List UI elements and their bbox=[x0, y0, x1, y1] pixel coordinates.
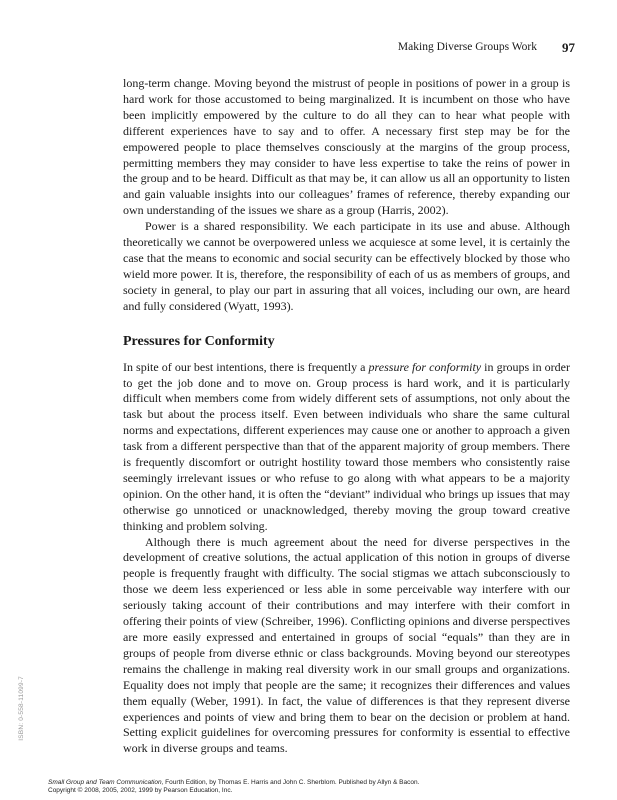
page-header bbox=[0, 40, 617, 56]
isbn-margin-note: ISBN: 0-558-11099-7 bbox=[18, 676, 25, 741]
paragraph-power-shared: Power is a shared responsibility. We each participate in its use and abuse. Although theoretically we cannot be overpowered unless we acquiesce at some level, it is certainly the case that the means to economic and social security can be effectively blocked by those who wield more power. It is, therefore, the responsibility of each of us as members of groups, and society in general, to play our part in assuring that all voices, including our own, are heard and fully considered (Wyatt, 1993). bbox=[123, 219, 570, 313]
text-run: In spite of our best intentions, there is frequently a bbox=[123, 359, 369, 374]
footer-line-1 bbox=[48, 779, 419, 787]
text-run: in groups in order to get the job done and to move on. Group process is hard work, and it is particularly difficult when members come from widely different sets of assumptions, not only about the task but about the process itself. Even between individuals who share the same cultural norms and expectations, different experiences may cause one or another to approach a given task from a different perspective than that of the apparent majority of group members. There is frequently discomfort or outright hostility toward those members who consistently raise seemingly irrelevant issues or who refuse to go along with what appears to be a majority opinion. On the other hand, it is often the “deviant” individual who brings up issues that may otherwise go unnoticed or unacknowledged, thereby moving the group toward creative thinking and problem solving. bbox=[123, 359, 570, 533]
emphasis-term: pressure for conformity bbox=[368, 359, 482, 374]
footer-publication-info: Fourth Edition, by Thomas E. Harris and John C. Sherblom. Published by Allyn & Bacon. bbox=[163, 779, 420, 786]
section-heading: Pressures for Conformity bbox=[123, 333, 275, 349]
page-number: 97 bbox=[562, 40, 575, 55]
footer-book-title: Small Group and Team Communication, bbox=[48, 779, 164, 786]
footer-line-2: Copyright © 2008, 2005, 2002, 1999 by Pearson Education, Inc. bbox=[48, 787, 233, 794]
paragraph-pressure-conformity bbox=[123, 360, 570, 535]
copyright-footer bbox=[48, 779, 419, 795]
main-text bbox=[123, 76, 570, 757]
paragraph-diverse-perspectives: Although there is much agreement about the need for diverse perspectives in the development of creative solutions, the actual application of this notion in groups of diverse people is frequently fraught with difficulty. The social stigmas we attach subconsciously to those we deem less experienced or less able in some perceivable way interfere with our seriously taking account of their contributions and may interfere with their comfort in offering their points of view (Schreiber, 1996). Conflicting opinions and diverse perspectives are more easily expressed and entertained in groups of social “equals” than they are in groups of people from diverse ethnic or class backgrounds. Moving beyond our stereotypes remains the challenge in making real diversity work in our small groups and organizations. Equality does not imply that people are the same; it recognizes their differences and values them equally (Weber, 1991). In fact, the value of differences is that they represent diverse experiences and points of view and bring them to bear on the decision or problem at hand. Setting explicit guidelines for overcoming pressures for conformity is essential to effective work in diverse groups and teams. bbox=[123, 534, 570, 756]
paragraph-continued: long-term change. Moving beyond the mistrust of people in positions of power in a group is hard work for those accustomed to being marginalized. It is incumbent on those who have been implicitly empowered by the culture to do all they can to hear what people with different experiences have to say and to offer. A necessary first step may be for the empowered people to place themselves consciously at the margins of the group process, permitting members they may consider to have less expertise to take the reins of power in the group and to be heard. Difficult as that may be, it can allow us all an opportunity to listen and gain valuable insights into our colleagues’ frames of reference, thereby expanding our own understanding of the issues we share as a group (Harris, 2002). bbox=[123, 76, 570, 218]
running-head: Making Diverse Groups Work bbox=[397, 41, 537, 53]
